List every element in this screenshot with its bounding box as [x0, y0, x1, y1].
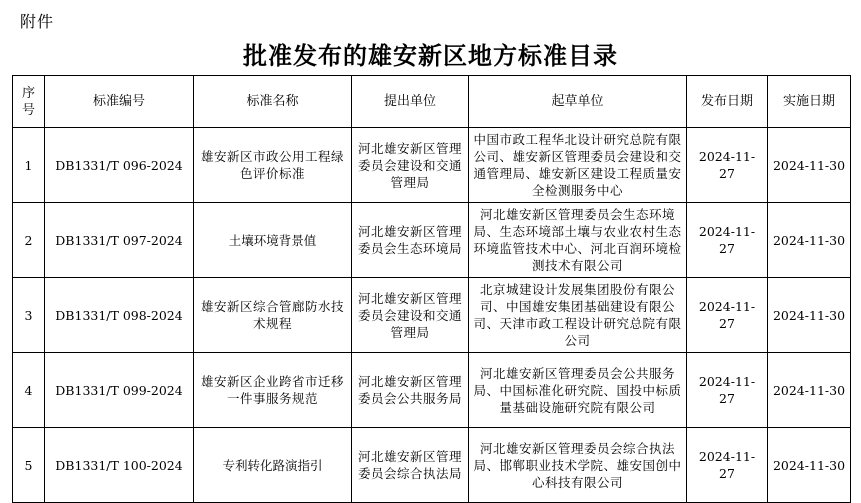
cell-seq: 4: [13, 353, 45, 428]
cell-implement-date: 2024-11-30: [768, 278, 851, 353]
cell-implement-date: 2024-11-30: [768, 203, 851, 278]
cell-drafter: 河北雄安新区管理委员会公共服务局、中国标准化研究院、国投中标质量基础设施研究院有限公司: [469, 353, 687, 428]
cell-implement-date: 2024-11-30: [768, 428, 851, 503]
header-publish-date: 发布日期: [687, 76, 768, 128]
cell-implement-date: 2024-11-30: [768, 353, 851, 428]
cell-code: DB1331/T 098-2024: [45, 278, 194, 353]
cell-proposer: 河北雄安新区管理委员会综合执法局: [352, 428, 469, 503]
header-name: 标准名称: [194, 76, 352, 128]
cell-name: 雄安新区市政公用工程绿色评价标准: [194, 128, 352, 203]
table-row: [13, 428, 851, 503]
page-title: 批准发布的雄安新区地方标准目录: [243, 42, 618, 70]
standards-table: [12, 75, 851, 503]
cell-name: 雄安新区综合管廊防水技术规程: [194, 278, 352, 353]
cell-code: DB1331/T 096-2024: [45, 128, 194, 203]
cell-code: DB1331/T 100-2024: [45, 428, 194, 503]
cell-seq: 2: [13, 203, 45, 278]
cell-name: 土壤环境背景值: [194, 203, 352, 278]
cell-drafter: 河北雄安新区管理委员会综合执法局、邯郸职业技术学院、雄安国创中心科技有限公司: [469, 428, 687, 503]
table-row: [13, 203, 851, 278]
cell-drafter: 中国市政工程华北设计研究总院有限公司、雄安新区管理委员会建设和交通管理局、雄安新区建设工程质量安全检测服务中心: [469, 128, 687, 203]
cell-name: 雄安新区企业跨省市迁移一件事服务规范: [194, 353, 352, 428]
cell-publish-date: 2024-11-27: [687, 128, 768, 203]
cell-implement-date: 2024-11-30: [768, 128, 851, 203]
table-row: [13, 278, 851, 353]
table-row: [13, 128, 851, 203]
cell-seq: 3: [13, 278, 45, 353]
cell-seq: 1: [13, 128, 45, 203]
cell-code: DB1331/T 099-2024: [45, 353, 194, 428]
cell-drafter: 河北雄安新区管理委员会生态环境局、生态环境部土壤与农业农村生态环境监管技术中心、河北百润环境检测技术有限公司: [469, 203, 687, 278]
header-drafter: 起草单位: [469, 76, 687, 128]
cell-proposer: 河北雄安新区管理委员会生态环境局: [352, 203, 469, 278]
cell-proposer: 河北雄安新区管理委员会建设和交通管理局: [352, 278, 469, 353]
attachment-label: 附件: [20, 12, 55, 31]
cell-publish-date: 2024-11-27: [687, 278, 768, 353]
cell-name: 专利转化路演指引: [194, 428, 352, 503]
header-implement-date: 实施日期: [768, 76, 851, 128]
cell-proposer: 河北雄安新区管理委员会公共服务局: [352, 353, 469, 428]
cell-drafter: 北京城建设计发展集团股份有限公司、中国雄安集团基础建设有限公司、天津市政工程设计研究总院有限公司: [469, 278, 687, 353]
table-row: [13, 353, 851, 428]
cell-seq: 5: [13, 428, 45, 503]
header-seq: 序号: [13, 76, 45, 128]
cell-proposer: 河北雄安新区管理委员会建设和交通管理局: [352, 128, 469, 203]
cell-publish-date: 2024-11-27: [687, 353, 768, 428]
cell-publish-date: 2024-11-27: [687, 428, 768, 503]
header-code: 标准编号: [45, 76, 194, 128]
cell-code: DB1331/T 097-2024: [45, 203, 194, 278]
table-header-row: [13, 76, 851, 128]
cell-publish-date: 2024-11-27: [687, 203, 768, 278]
header-proposer: 提出单位: [352, 76, 469, 128]
